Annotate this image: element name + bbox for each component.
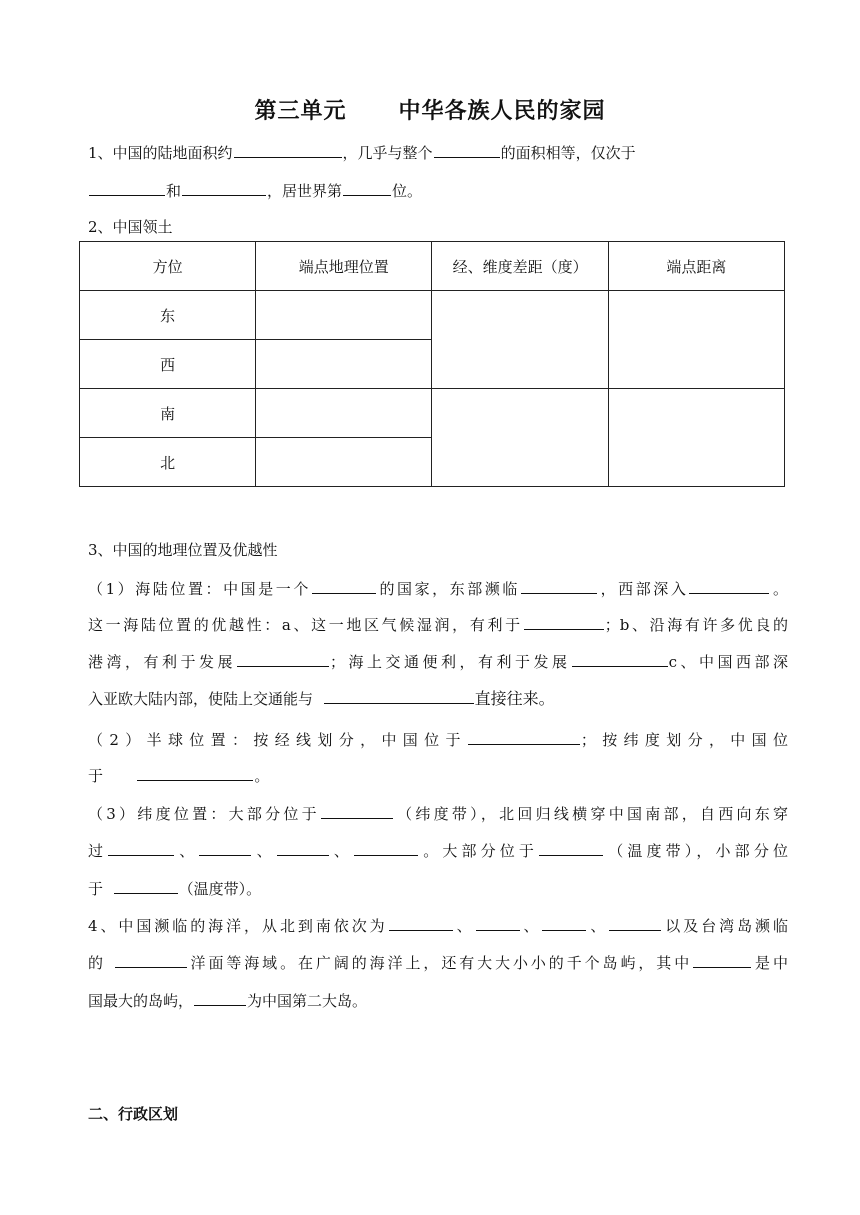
answer-blank[interactable] [689,578,769,594]
q3-text: 。大部分位于 [419,842,539,860]
answer-cell[interactable] [256,340,432,389]
q4-text: 4、中国濒临的海洋，从北到南依次为 [88,917,388,935]
q3-text: （温度带），小部分位 [604,842,788,860]
q3-text: c、中国西部深 [668,653,788,671]
q3-text: 的国家，东部濒临 [376,580,520,598]
direction-label: 西 [80,340,256,389]
q3-text: （温度带）。 [178,880,262,898]
answer-blank[interactable] [237,651,329,667]
table-header-row [80,242,785,291]
q3-text: ，西部深入 [598,580,689,598]
answer-blank[interactable] [524,614,604,630]
direction-label: 南 [80,389,256,438]
q3-text: 于 [88,880,104,898]
page-title: 第三单元 中华各族人民的家园 [254,99,606,124]
direction-label: 北 [80,438,256,487]
answer-cell[interactable] [256,438,432,487]
q3-text: 入亚欧大陆内部，使陆上交通能与 [88,690,314,708]
q4-text: 、 [453,917,475,935]
answer-blank[interactable] [115,952,187,968]
q3-text: 、 [329,842,354,860]
answer-blank[interactable] [137,765,253,781]
q3-text: 港湾，有利于发展 [88,653,237,671]
table-row [80,389,785,438]
q4-text: 为中国第二大岛。 [247,992,368,1010]
q3-text: （3）纬度位置：大部分位于 [88,805,320,823]
answer-cell[interactable] [432,389,608,487]
q3-line-1 [88,578,788,599]
answer-cell[interactable] [432,291,608,389]
q3-text: （2）半球位置：按经线划分，中国位于 [88,731,467,749]
q3-line-8 [88,840,788,861]
answer-blank[interactable] [343,180,391,196]
q2-label: 2、中国领土 [88,218,173,236]
q3-text: 这一海陆位置的优越性：a、这一地区气候湿润，有利于 [88,616,523,634]
answer-blank[interactable] [114,878,178,894]
answer-blank[interactable] [108,840,174,856]
q1-text: 1、中国的陆地面积约 [88,144,233,162]
q1-line-1 [88,142,788,163]
q1-text: 位。 [392,182,423,200]
answer-blank[interactable] [182,180,266,196]
answer-blank[interactable] [434,142,500,158]
q4-line-3 [88,990,788,1011]
direction-label: 东 [80,291,256,340]
q3-text: 、 [252,842,276,860]
q3-text: ；海上交通便利，有利于发展 [330,653,571,671]
answer-cell[interactable] [256,291,432,340]
answer-blank[interactable] [312,578,376,594]
answer-blank[interactable] [199,840,251,856]
answer-blank[interactable] [234,142,342,158]
q3-line-5 [88,729,788,750]
answer-cell[interactable] [256,389,432,438]
q3-line-2 [88,614,788,635]
q3-line-6 [88,765,788,786]
q4-text: 、 [520,917,542,935]
q3-text: 于 [88,767,104,785]
table-row [80,291,785,340]
q4-text: 国最大的岛屿， [88,992,194,1010]
answer-blank[interactable] [324,688,474,704]
q3-line-7 [88,803,788,824]
q3-label: 3、中国的地理位置及优越性 [88,541,278,559]
q1-text: 和 [166,182,182,200]
answer-blank[interactable] [468,729,580,745]
answer-blank[interactable] [476,915,520,931]
answer-cell[interactable] [608,389,784,487]
answer-blank[interactable] [542,915,586,931]
q3-text: 过 [88,842,108,860]
q4-text: 的 [88,954,106,972]
q1-text: ，居世界第 [267,182,343,200]
answer-blank[interactable] [321,803,393,819]
answer-blank[interactable] [277,840,329,856]
q3-text: ；按纬度划分，中国位 [580,731,788,749]
q4-text: 是中 [752,954,788,972]
territory-table [79,241,785,487]
answer-blank[interactable] [609,915,661,931]
answer-blank[interactable] [354,840,418,856]
q3-text: 直接往来。 [474,689,555,708]
q4-text: 以及台湾岛濒临 [662,917,788,935]
table-header: 端点地理位置 [256,242,432,291]
q4-text: 、 [587,917,609,935]
answer-blank[interactable] [572,651,668,667]
table-header: 端点距离 [608,242,784,291]
table-header: 方位 [80,242,256,291]
q3-text: ；b、沿海有许多优良的 [604,616,788,634]
q3-line-3 [88,651,788,672]
answer-cell[interactable] [608,291,784,389]
table-header: 经、维度差距（度） [432,242,608,291]
q1-text: ，几乎与整个 [342,144,433,162]
q4-line-2 [88,952,788,973]
section-heading: 二、行政区划 [88,1105,179,1123]
answer-blank[interactable] [389,915,453,931]
answer-blank[interactable] [693,952,751,968]
q3-line-9 [88,878,788,899]
q3-line-4 [88,688,788,709]
q3-text: （纬度带），北回归线横穿中国南部，自西向东穿 [393,805,788,823]
q3-text: （1）海陆位置：中国是一个 [88,580,311,598]
q3-text: 。 [254,767,270,785]
q3-text: 。 [770,580,788,598]
answer-blank[interactable] [194,990,246,1006]
q3-text: 、 [175,842,199,860]
answer-blank[interactable] [539,840,603,856]
q1-line-2 [88,180,788,201]
answer-blank[interactable] [521,578,597,594]
q1-text: 的面积相等，仅次于 [500,144,636,162]
answer-blank[interactable] [89,180,165,196]
q4-text: 洋面等海域。在广阔的海洋上，还有大大小小的千个岛屿，其中 [187,954,693,972]
q4-line-1 [88,915,788,936]
